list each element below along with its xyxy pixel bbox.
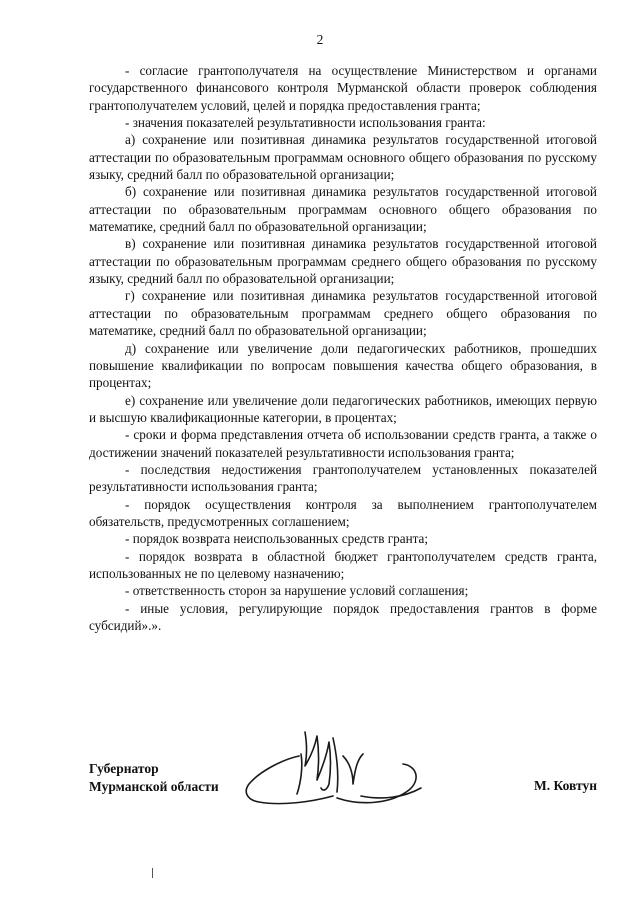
paragraph-responsibility: - ответственность сторон за нарушение условий соглашения; xyxy=(125,583,469,599)
document-body xyxy=(89,62,597,634)
paragraph-indicator-e: е) сохранение или увеличение доли педагогических работников, имеющих первую и высшую квалификационные категории, в процентах; xyxy=(89,392,597,425)
paragraph-report-terms: - сроки и форма представления отчета об использовании средств гранта, а также о достижении значений показателей результативности использования гранта; xyxy=(89,427,597,460)
signature-block xyxy=(89,760,597,810)
handwritten-signature-icon xyxy=(241,726,441,816)
paragraph-indicator-v: в) сохранение или позитивная динамика результатов государственной итоговой аттестации по образовательным программам среднего общего образования по русскому языку, средний балл по образовательной организации; xyxy=(89,236,597,287)
paragraph-indicator-g: г) сохранение или позитивная динамика результатов государственной итоговой аттестации по образовательным программам среднего общего образования по математике, средний балл по образовательной организации; xyxy=(89,288,597,339)
paragraph-consent: - согласие грантополучателя на осуществление Министерством и органами государственного финансового контроля Мурманской области проверок соблюдения грантополучателем условий, целей и порядка предоставления гранта; xyxy=(89,63,597,113)
paragraph-indicator-d: д) сохранение или увеличение доли педагогических работников, прошедших повышение квалификации по вопросам повышения качества общего образования, в процентах; xyxy=(89,340,597,391)
page-number: 2 xyxy=(316,32,324,47)
paragraph-indicator-b: б) сохранение или позитивная динамика результатов государственной итоговой аттестации по образовательным программам основного общего образования по математике, средний балл по образовательной организации; xyxy=(89,184,597,235)
paragraph-return-misused: - порядок возврата в областной бюджет грантополучателем средств гранта, использованных не по целевому назначению; xyxy=(89,548,597,581)
paragraph-return-unused: - порядок возврата неиспользованных средств гранта; xyxy=(125,531,429,547)
paragraph-indicators-intro: - значения показателей результативности использования гранта: xyxy=(125,115,486,131)
paragraph-indicator-a: а) сохранение или позитивная динамика результатов государственной итоговой аттестации по образовательным программам основного общего образования по русскому языку, средний балл по образовательной организации; xyxy=(89,132,597,183)
paragraph-other-terms: - иные условия, регулирующие порядок предоставления грантов в форме субсидий».». xyxy=(89,600,597,633)
scan-artifact-mark xyxy=(152,868,154,878)
signatory-title xyxy=(89,760,219,795)
signatory-name: М. Ковтун xyxy=(534,778,597,793)
signatory-title-line1: Губернатор xyxy=(89,761,159,776)
paragraph-consequences: - последствия недостижения грантополучателем установленных показателей результативности использования гранта; xyxy=(89,461,597,495)
paragraph-control: - порядок осуществления контроля за выполнением грантополучателем обязательств, предусмотренных соглашением; xyxy=(89,496,597,529)
signatory-title-line2: Мурманской области xyxy=(89,778,219,794)
